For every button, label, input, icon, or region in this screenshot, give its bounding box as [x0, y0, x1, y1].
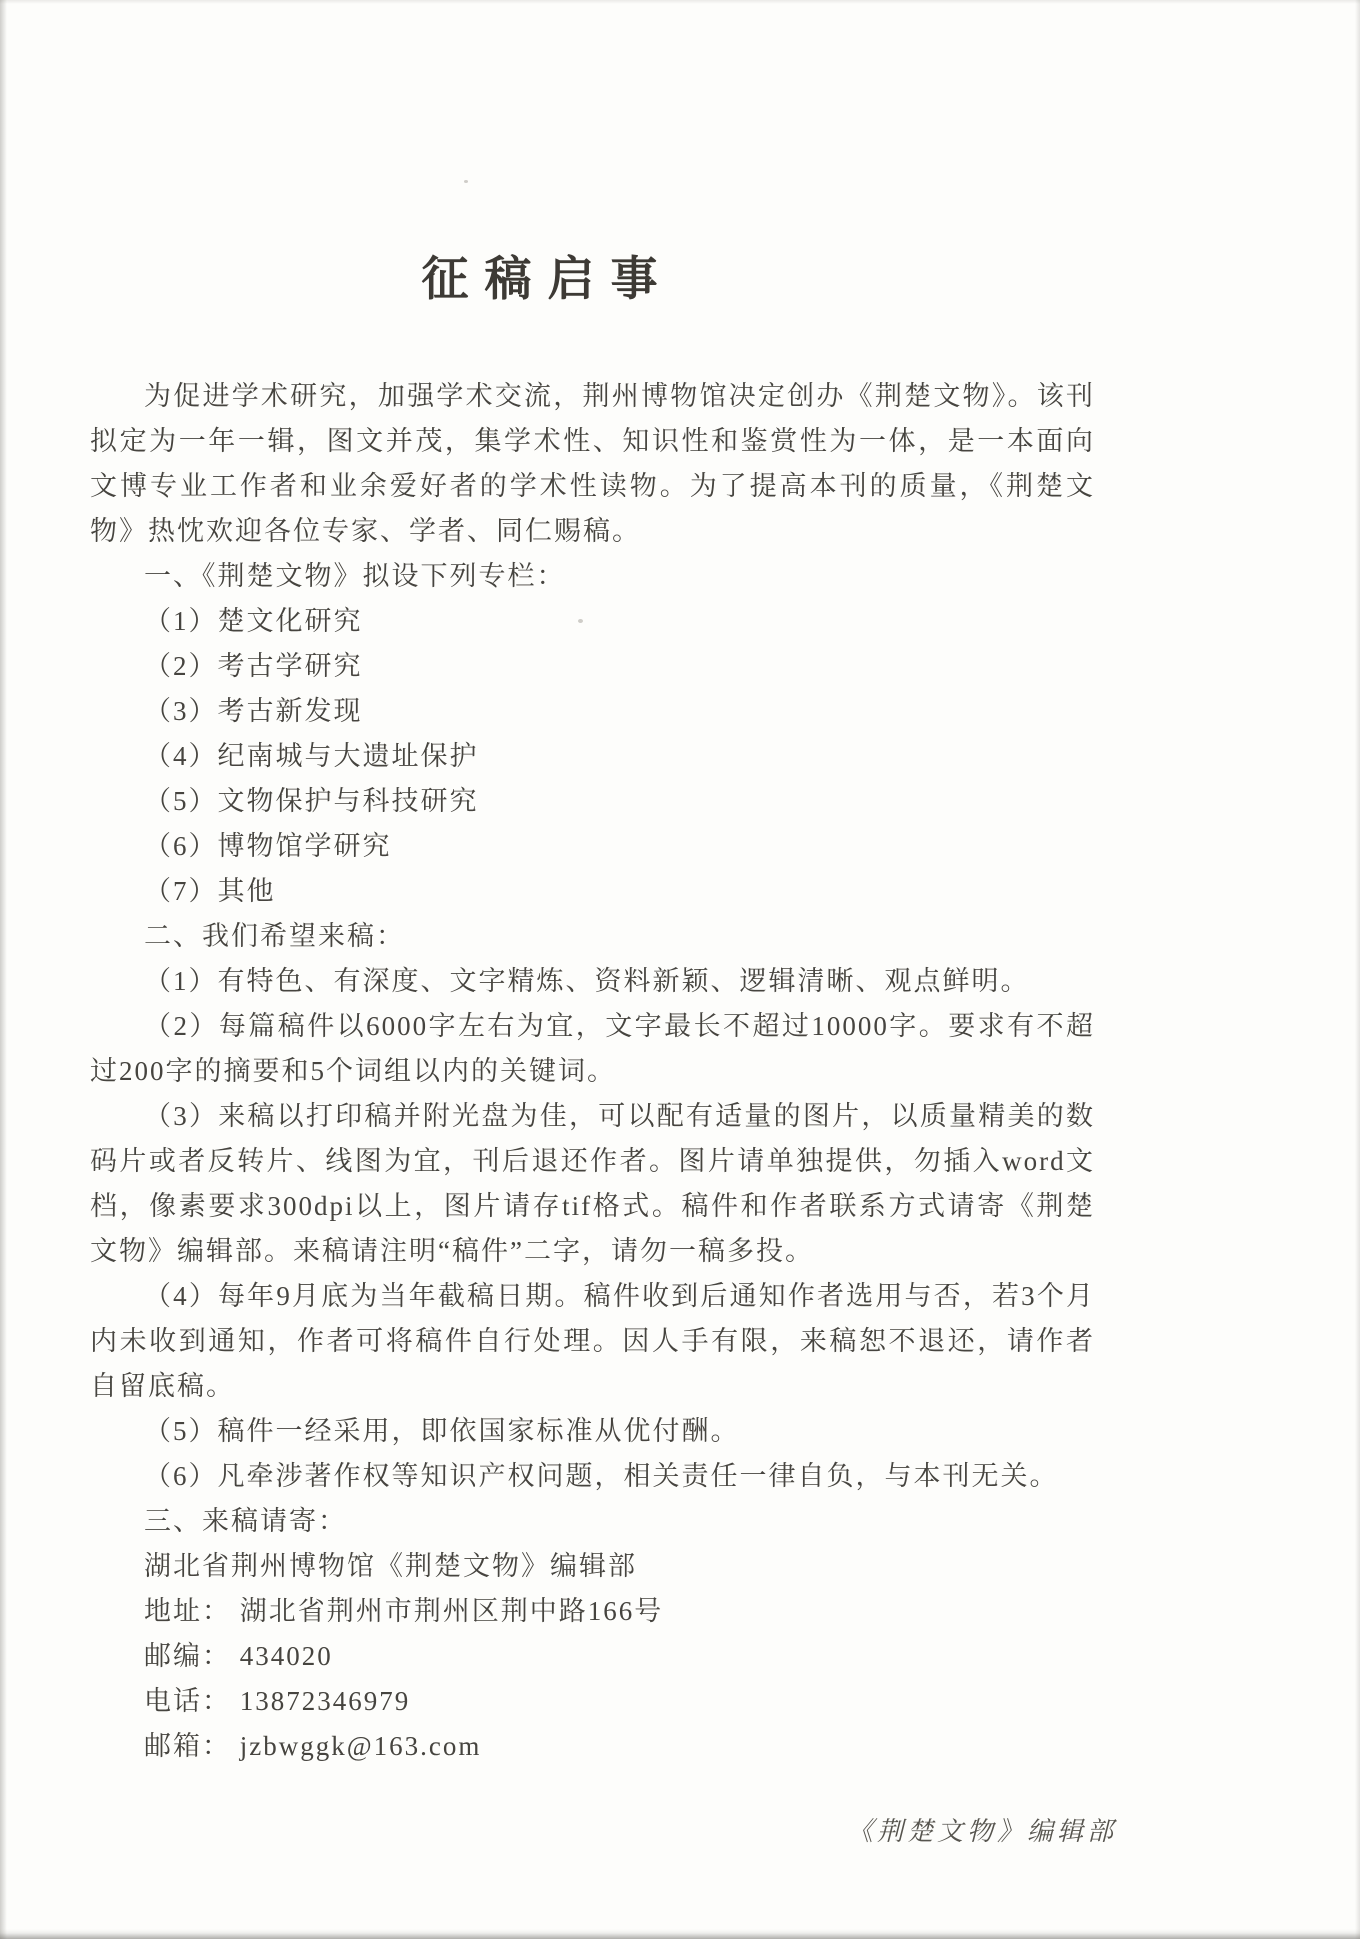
- address-line: 地址： 湖北省荆州市荆州区荆中路166号: [144, 1596, 664, 1626]
- scan-edge-left: [0, 0, 7, 1939]
- postcode-line: 邮编： 434020: [144, 1641, 333, 1671]
- address-line: 湖北省荆州博物馆《荆楚文物》编辑部: [144, 1551, 637, 1581]
- scan-edge-bottom: [0, 1929, 1360, 1939]
- section-mailing-address: [90, 1499, 1095, 1769]
- list-item: （7）其他: [144, 876, 276, 906]
- scan-edge-right: [1355, 0, 1360, 1939]
- section-heading: 二、我们希望来稿：: [144, 921, 405, 951]
- section-heading: 一、《荆楚文物》拟设下列专栏：: [144, 561, 566, 591]
- list-item: （6）博物馆学研究: [144, 831, 392, 861]
- section-columns: [90, 554, 1095, 914]
- text-column: [90, 0, 1117, 1880]
- list-item: （2）每篇稿件以6000字左右为宜，文字最长不超过10000字。要求有不超过200字的摘要和5个词组以内的关键词。: [90, 1011, 1095, 1086]
- list-item: （6）凡牵涉著作权等知识产权问题，相关责任一律自负，与本刊无关。: [144, 1461, 1059, 1491]
- list-item: （2）考古学研究: [144, 651, 363, 681]
- list-item: （5）稿件一经采用，即依国家标准从优付酬。: [144, 1416, 740, 1446]
- section-submission-guidelines: [90, 914, 1095, 1499]
- phone-line: 电话： 13872346979: [144, 1686, 411, 1716]
- list-item: （4）纪南城与大遗址保护: [144, 741, 479, 771]
- intro-paragraph: 为促进学术研究，加强学术交流，荆州博物馆决定创办《荆楚文物》。该刊拟定为一年一辑，图文并茂，集学术性、知识性和鉴赏性为一体，是一本面向文博专业工作者和业余爱好者的学术性读物。为了提高本刊的质量，《荆楚文物》热忱欢迎各位专家、学者、同仁赐稿。: [90, 381, 1095, 546]
- list-item: （4）每年9月底为当年截稿日期。稿件收到后通知作者选用与否，若3个月内未收到通知，作者可将稿件自行处理。因人手有限，来稿恕不退还，请作者自留底稿。: [90, 1281, 1095, 1401]
- list-item: （5）文物保护与科技研究: [144, 786, 479, 816]
- section-heading: 三、来稿请寄：: [144, 1506, 347, 1536]
- signature: 《荆楚文物》编辑部: [846, 1817, 1117, 1846]
- list-item: （1）有特色、有深度、文字精炼、资料新颖、逻辑清晰、观点鲜明。: [144, 966, 1030, 996]
- list-item: （3）来稿以打印稿并附光盘为佳，可以配有适量的图片，以质量精美的数码片或者反转片、线图为宜，刊后退还作者。图片请单独提供，勿插入word文档，像素要求300dpi以上，图片请存tif格式。稿件和作者联系方式请寄《荆楚文物》编辑部。来稿请注明“稿件”二字，请勿一稿多投。: [90, 1101, 1095, 1266]
- email-line: 邮箱： jzbwggk@163.com: [144, 1731, 482, 1761]
- list-item: （1）楚文化研究: [144, 606, 363, 636]
- list-item: （3）考古新发现: [144, 696, 363, 726]
- page-title: 征稿启事: [421, 254, 674, 306]
